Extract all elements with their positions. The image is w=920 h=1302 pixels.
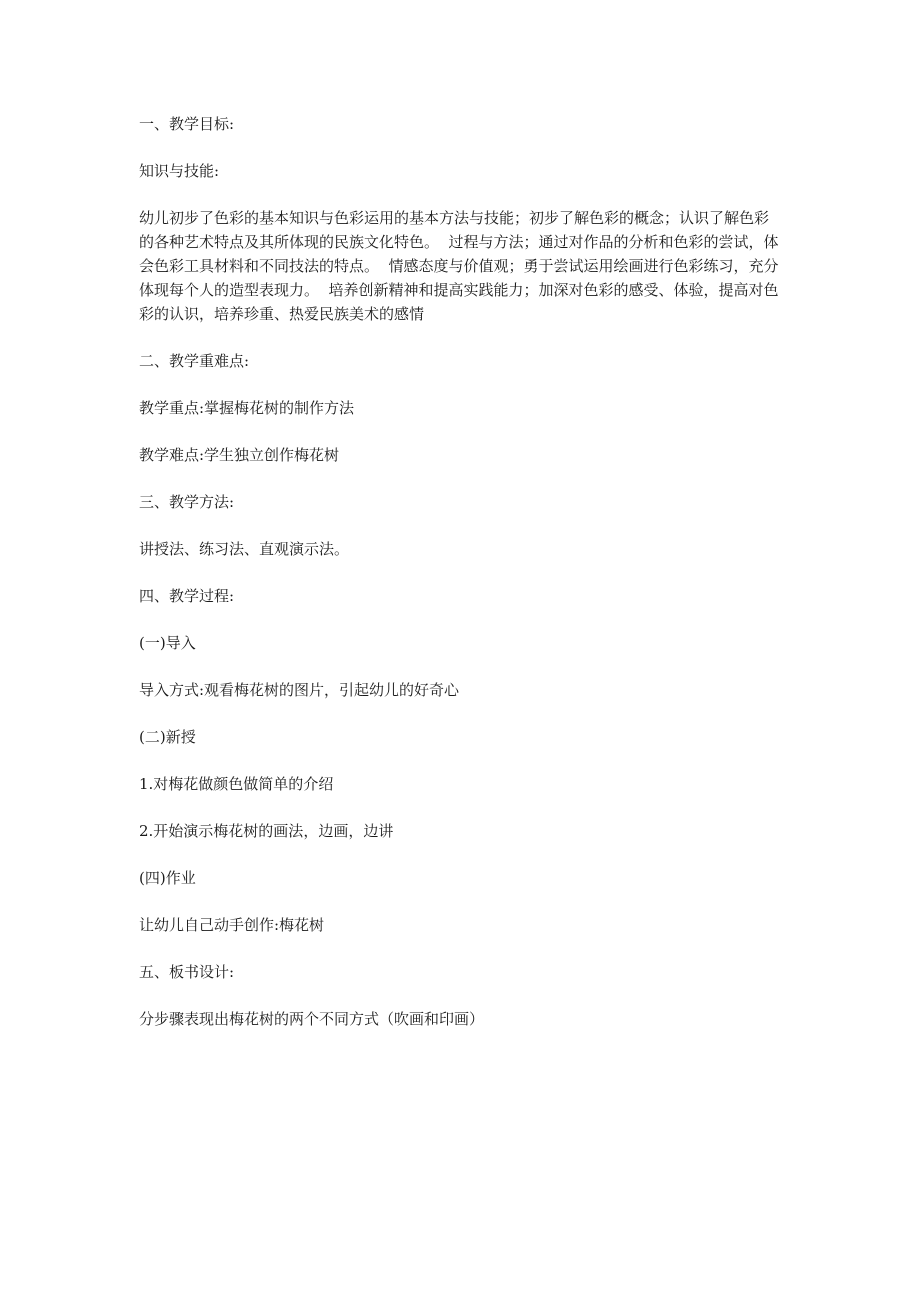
- methods-text: 讲授法、练习法、直观演示法。: [139, 540, 350, 558]
- process-step-new-heading: (二)新授: [139, 728, 196, 746]
- section-heading-methods: 三、教学方法:: [139, 493, 235, 511]
- subheading-knowledge-skills: 知识与技能:: [139, 162, 220, 180]
- key-point-text: 教学重点:掌握梅花树的制作方法: [139, 399, 355, 417]
- process-step-intro-heading: (一)导入: [139, 634, 196, 652]
- section-heading-board-design: 五、板书设计:: [139, 963, 235, 981]
- process-step-homework-text: 让幼儿自己动手创作:梅花树: [139, 916, 325, 934]
- section-heading-objectives: 一、教学目标:: [139, 115, 235, 133]
- section-heading-process: 四、教学过程:: [139, 587, 235, 605]
- process-step-new-item-1: 1.对梅花做颜色做简单的介绍: [139, 775, 334, 793]
- process-step-intro-text: 导入方式:观看梅花树的图片，引起幼儿的好奇心: [139, 681, 460, 699]
- document-body: [139, 112, 779, 1054]
- difficult-point-text: 教学难点:学生独立创作梅花树: [139, 446, 340, 464]
- board-design-text: 分步骤表现出梅花树的两个不同方式（吹画和印画）: [139, 1010, 485, 1028]
- process-step-homework-heading: (四)作业: [139, 869, 196, 887]
- objectives-paragraph: 幼儿初步了色彩的基本知识与色彩运用的基本方法与技能；初步了解色彩的概念；认识了解色彩的各种艺术特点及其所体现的民族文化特色。 过程与方法；通过对作品的分析和色彩的尝试，体会色彩工具材料和不同技法的特点。 情感态度与价值观；勇于尝试运用绘画进行色彩练习，充分体现每个人的造型表现力。 培养创新精神和提高实践能力；加深对色彩的感受、体验，提高对色彩的认识，培养珍重、热爱民族美术的感情: [139, 209, 779, 323]
- process-step-new-item-2: 2.开始演示梅花树的画法，边画，边讲: [139, 822, 394, 840]
- section-heading-key-points: 二、教学重难点:: [139, 352, 250, 370]
